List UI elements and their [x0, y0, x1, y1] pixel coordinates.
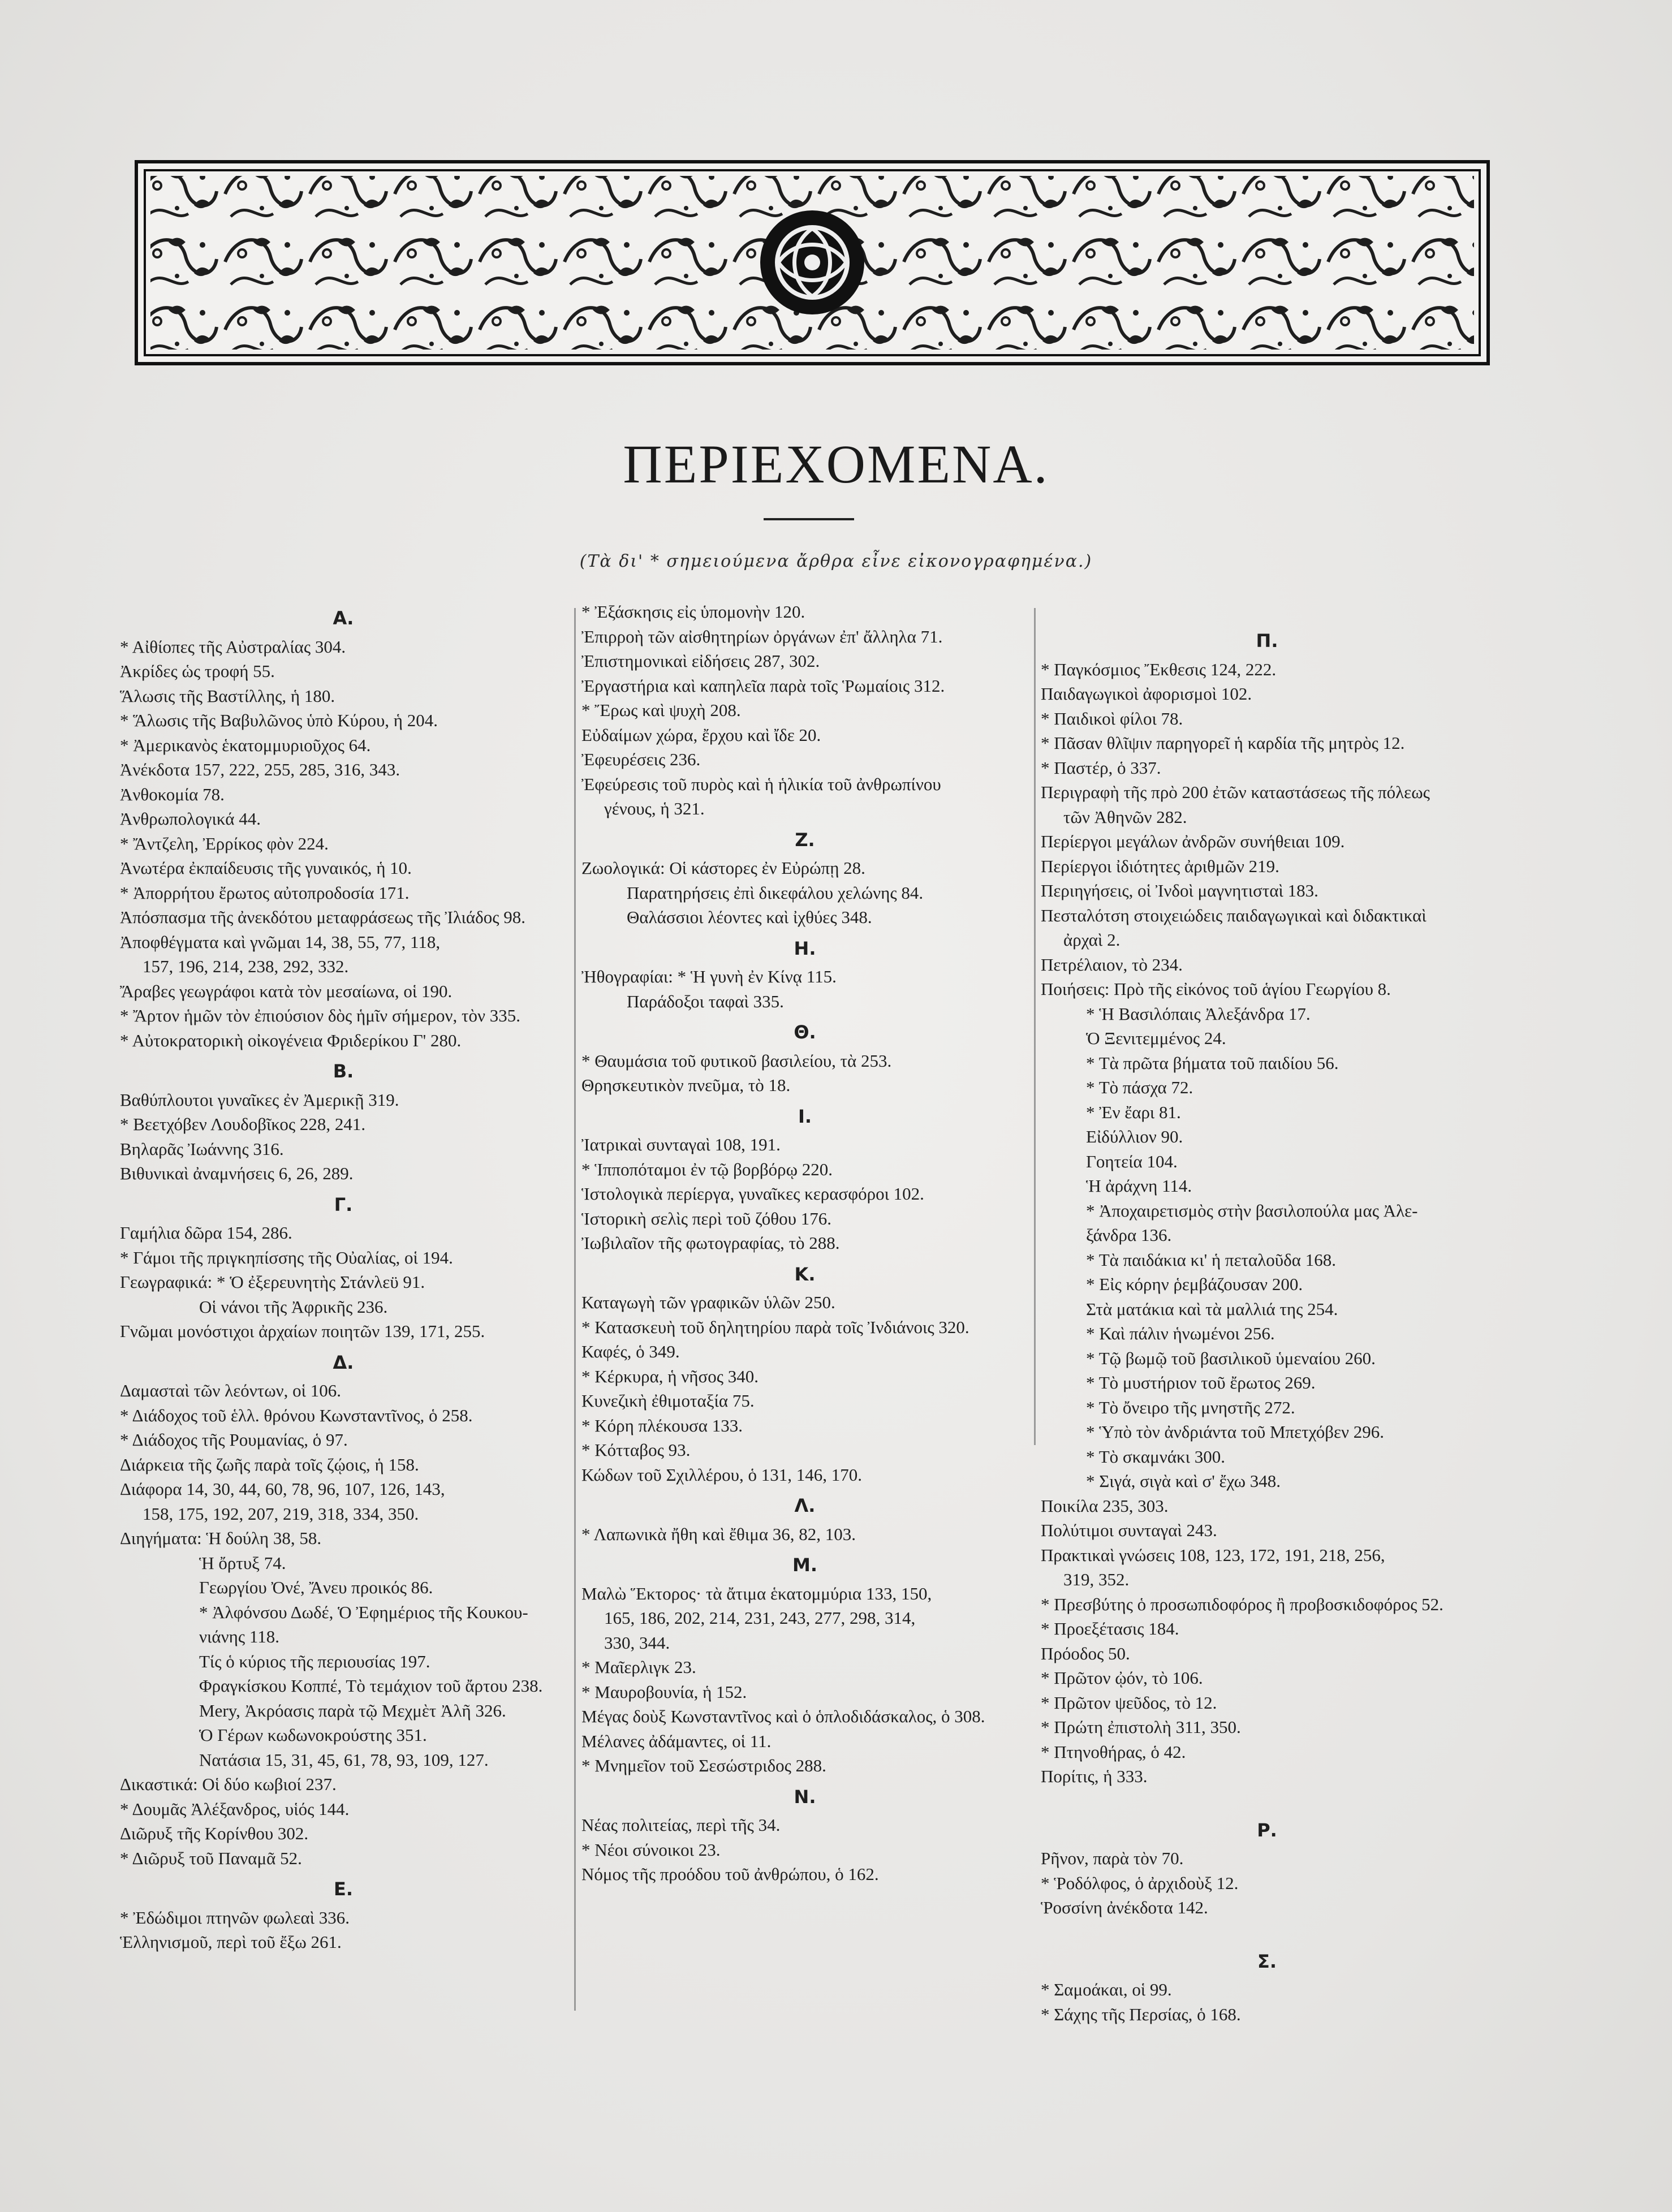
index-entry: 158, 175, 192, 207, 219, 318, 334, 350. — [143, 1503, 419, 1524]
page-subtitle: (Τὰ δι' * σημειούμενα ἄρθρα εἶνε εἰκονογραφημένα.) — [579, 551, 1093, 571]
index-entry: * Διάδοχος τῆς Ρουμανίας, ὁ 97. — [120, 1430, 348, 1450]
index-entry: * Ἀλφόνσου Δωδέ, Ὁ Ἐφημέριος τῆς Κουκου- — [199, 1602, 528, 1622]
index-entry: Εὐδαίμων χώρα, ἔρχου καὶ ἴδε 20. — [581, 725, 821, 745]
index-entry: Πεσταλότση στοιχειώδεις παιδαγωγικαὶ καὶ διδακτικαὶ — [1041, 905, 1427, 925]
index-entry: * Μαῖερλιγκ 23. — [581, 1657, 696, 1677]
index-entry: Περίεργοι ἰδιότητες ἀριθμῶν 219. — [1041, 856, 1279, 876]
index-entry: * Πρώτη ἐπιστολὴ 311, 350. — [1041, 1717, 1241, 1737]
index-entry: Πορίτις, ἡ 333. — [1041, 1766, 1148, 1786]
index-entry: Ἡ ἀράχνη 114. — [1086, 1176, 1192, 1196]
index-entry: Ποιήσεις: Πρὸ τῆς εἰκόνος τοῦ ἁγίου Γεωργίου 8. — [1041, 979, 1391, 999]
spacer — [1041, 600, 1493, 622]
index-entry: Περιγραφὴ τῆς πρὸ 200 ἐτῶν καταστάσεως τῆς πόλεως — [1041, 782, 1430, 802]
index-entry: Γαμήλια δῶρα 154, 286. — [120, 1223, 292, 1243]
index-entry: Παιδαγωγικοὶ ἀφορισμοὶ 102. — [1041, 684, 1252, 704]
index-entry: Πολύτιμοι συνταγαὶ 243. — [1041, 1520, 1217, 1540]
index-entry: * Ἀποχαιρετισμὸς στὴν βασιλοπούλα μας Ἀλε- — [1086, 1200, 1418, 1221]
index-entry: * Πτηνοθήρας, ὁ 42. — [1041, 1741, 1186, 1762]
section-letter: Κ. — [794, 1263, 816, 1285]
index-entry: Περιηγήσεις, οἱ Ἰνδοὶ μαγνητισταὶ 183. — [1041, 881, 1318, 900]
index-entry: Διάφορα 14, 30, 44, 60, 78, 96, 107, 126, 143, — [120, 1479, 445, 1499]
index-entry: Ρῆνον, παρὰ τὸν 70. — [1041, 1848, 1184, 1868]
index-entry: * Ἐν ἔαρι 81. — [1086, 1102, 1181, 1122]
section-letter: Μ. — [792, 1554, 817, 1576]
index-entry: 319, 352. — [1063, 1569, 1130, 1589]
index-entry: Ἡ ὄρτυξ 74. — [199, 1553, 286, 1573]
section-letter: Σ. — [1257, 1950, 1277, 1972]
index-entry: Ἀποφθέγματα καὶ γνῶμαι 14, 38, 55, 77, 118, — [120, 932, 441, 952]
section-letter: Γ. — [334, 1193, 353, 1215]
index-column-2 — [581, 600, 1028, 1887]
index-entry: * Κότταβος 93. — [581, 1440, 691, 1460]
index-entry: Ἀνέκδοτα 157, 222, 255, 285, 316, 343. — [120, 760, 400, 779]
index-entry: * Σιγά, σιγὰ καὶ σ' ἔχω 348. — [1086, 1471, 1281, 1491]
index-entry: Θαλάσσιοι λέοντες καὶ ἰχθύες 348. — [627, 907, 872, 927]
index-entry: * Ἡ Βασιλόπαις Ἀλεξάνδρα 17. — [1086, 1003, 1311, 1024]
index-entry: * Τὸ ὄνειρο τῆς μνηστῆς 272. — [1086, 1397, 1295, 1417]
section-letter: Α. — [333, 607, 354, 629]
index-entry: Ἐφεύρεσις τοῦ πυρὸς καὶ ἡ ἡλικία τοῦ ἀνθρωπίνου — [581, 774, 941, 794]
index-entry: τῶν Ἀθηνῶν 282. — [1063, 807, 1187, 827]
index-entry: Mery, Ἀκρόασις παρὰ τῷ Μεχμὲτ Ἀλῆ 326. — [199, 1700, 506, 1721]
index-entry: Ἀνθρωπολογικά 44. — [120, 809, 261, 829]
index-entry: * Νέοι σύνοικοι 23. — [581, 1839, 721, 1860]
index-entry: Γνῶμαι μονόστιχοι ἀρχαίων ποιητῶν 139, 171, 255. — [120, 1321, 485, 1341]
index-entry: Ἰωβιλαῖον τῆς φωτογραφίας, τὸ 288. — [581, 1233, 840, 1253]
index-entry: Ἀπόσπασμα τῆς ἀνεκδότου μεταφράσεως τῆς Ἰλιάδος 98. — [120, 907, 526, 927]
index-entry: νιάνης 118. — [199, 1627, 279, 1646]
index-entry: * Ἐξάσκησις εἰς ὑπομονὴν 120. — [581, 602, 805, 622]
index-entry: Πρακτικαὶ γνώσεις 108, 123, 172, 191, 218, 256, — [1041, 1545, 1385, 1565]
section-letter: Π. — [1256, 630, 1278, 652]
index-entry: Νόμος τῆς προόδου τοῦ ἀνθρώπου, ὁ 162. — [581, 1864, 879, 1884]
index-entry: ἀρχαὶ 2. — [1063, 930, 1121, 950]
index-entry: * Μαυροβουνία, ἡ 152. — [581, 1681, 747, 1702]
section-letter: Λ. — [794, 1495, 816, 1516]
index-entry: * Προεξέτασις 184. — [1041, 1619, 1179, 1638]
index-entry: Καφές, ὁ 349. — [581, 1342, 680, 1361]
index-entry: Ἠθογραφίαι: * Ἡ γυνὴ ἐν Κίνᾳ 115. — [581, 967, 837, 986]
index-entry: Θρησκευτικὸν πνεῦμα, τὸ 18. — [581, 1075, 791, 1095]
index-entry: γένους, ἡ 321. — [604, 799, 705, 818]
index-entry: 330, 344. — [604, 1632, 670, 1653]
index-entry: * Κόρη πλέκουσα 133. — [581, 1415, 743, 1435]
index-entry: Μαλὼ Ἕκτορος· τὰ ἄτιμα ἑκατομμύρια 133, 150, — [581, 1583, 932, 1603]
index-entry: Γεωγραφικά: * Ὁ ἐξερευνητὴς Στάνλεϋ 91. — [120, 1272, 425, 1292]
index-entry: Ὁ Γέρων κωδωνοκρούστης 351. — [199, 1725, 427, 1745]
index-entry: Ποικίλα 235, 303. — [1041, 1495, 1169, 1516]
index-entry: * Ἔρως καὶ ψυχὴ 208. — [581, 700, 741, 720]
index-entry: Νατάσια 15, 31, 45, 61, 78, 93, 109, 127. — [199, 1749, 489, 1770]
index-entry: * Εἰς κόρην ῥεμβάζουσαν 200. — [1086, 1274, 1303, 1294]
index-entry: * Θαυμάσια τοῦ φυτικοῦ βασιλείου, τὰ 253. — [581, 1050, 892, 1071]
index-entry: Ῥοσσίνη ἀνέκδοτα 142. — [1041, 1898, 1208, 1917]
decorative-header-banner — [135, 160, 1490, 365]
section-letter: Ν. — [794, 1786, 816, 1808]
index-entry: Φραγκίσκου Κοππέ, Τὸ τεμάχιον τοῦ ἄρτου 238. — [199, 1676, 543, 1696]
index-entry: * Γάμοι τῆς πριγκηπίσσης τῆς Οὐαλίας, οἱ 194. — [120, 1247, 453, 1267]
spacer — [1041, 1789, 1493, 1812]
section-letter: Ι. — [798, 1105, 812, 1127]
page-title: ΠΕΡΙΕΧΟΜΕΝΑ. — [623, 434, 1049, 494]
index-entry: Περίεργοι μεγάλων ἀνδρῶν συνήθειαι 109. — [1041, 831, 1345, 851]
index-entry: Ἀκρίδες ὡς τροφή 55. — [120, 661, 275, 681]
index-entry: * Πρῶτον ᾠόν, τὸ 106. — [1041, 1668, 1203, 1688]
title-rule — [764, 518, 854, 520]
index-entry: * Παιδικοὶ φίλοι 78. — [1041, 708, 1183, 728]
index-entry: * Διῶρυξ τοῦ Παναμᾶ 52. — [120, 1848, 302, 1868]
index-entry: Ἑλληνισμοῦ, περὶ τοῦ ἔξω 261. — [120, 1932, 342, 1952]
index-entry: * Μνημεῖον τοῦ Σεσώστριδος 288. — [581, 1756, 826, 1775]
index-entry: Πετρέλαιον, τὸ 234. — [1041, 954, 1183, 975]
index-entry: Ἄραβες γεωγράφοι κατὰ τὸν μεσαίωνα, οἱ 190. — [120, 981, 453, 1001]
index-entry: Ἱστολογικὰ περίεργα, γυναῖκες κερασφόροι 102. — [581, 1184, 924, 1204]
index-entry: Ζωολογικά: Οἱ κάστορες ἐν Εὐρώπῃ 28. — [581, 858, 865, 878]
index-entry: 165, 186, 202, 214, 231, 243, 277, 298, 314, — [604, 1608, 916, 1628]
index-entry: Βαθύπλουτοι γυναῖκες ἐν Ἀμερικῇ 319. — [120, 1089, 399, 1110]
index-entry: * Ἀμερικανὸς ἑκατομμυριοῦχος 64. — [120, 735, 371, 755]
index-entry: Παρατηρήσεις ἐπὶ δικεφάλου χελώνης 84. — [627, 882, 924, 903]
index-entry: * Διάδοχος τοῦ ἑλλ. θρόνου Κωνσταντῖνος, ὁ 258. — [120, 1405, 473, 1425]
index-entry: Ἐργαστήρια καὶ καπηλεῖα παρὰ τοῖς Ῥωμαίοις 312. — [581, 675, 945, 696]
index-entry: * Ἀπορρήτου ἔρωτος αὐτοπροδοσία 171. — [120, 882, 410, 903]
index-entry: * Ἄντζελη, Ἐρρίκος φὸν 224. — [120, 833, 329, 853]
index-entry: * Τὸ μυστήριον τοῦ ἔρωτος 269. — [1086, 1373, 1316, 1392]
section-letter: Η. — [794, 937, 816, 959]
index-entry: Ἐπιρροὴ τῶν αἰσθητηρίων ὀργάνων ἐπ' ἄλληλα 71. — [581, 626, 943, 646]
index-entry: * Τὸ σκαμνάκι 300. — [1086, 1446, 1226, 1467]
index-entry: Διηγήματα: Ἡ δούλη 38, 58. — [120, 1528, 322, 1548]
index-entry: Ἰατρικαὶ συνταγαὶ 108, 191. — [581, 1135, 781, 1154]
index-entry: * Ἅλωσις τῆς Βαβυλῶνος ὑπὸ Κύρου, ἡ 204. — [120, 710, 438, 730]
index-entry: * Καὶ πάλιν ἡνωμένοι 256. — [1086, 1323, 1275, 1343]
index-entry: * Τὰ πρῶτα βήματα τοῦ παιδίου 56. — [1086, 1053, 1339, 1073]
index-entry: Ἅλωσις τῆς Βαστίλλης, ἡ 180. — [120, 685, 335, 706]
index-entry: Κυνεζικὴ ἐθιμοταξία 75. — [581, 1391, 755, 1411]
index-entry: * Δουμᾶς Ἀλέξανδρος, υἱός 144. — [120, 1799, 350, 1819]
index-entry: Δαμασταὶ τῶν λεόντων, οἱ 106. — [120, 1381, 341, 1400]
index-entry: * Σάχης τῆς Περσίας, ὁ 168. — [1041, 2004, 1241, 2024]
index-entry: * Κατασκευὴ τοῦ δηλητηρίου παρὰ τοῖς Ἰνδιάνοις 320. — [581, 1317, 969, 1337]
section-letter: Β. — [333, 1060, 354, 1082]
index-entry: Τίς ὁ κύριος τῆς περιουσίας 197. — [199, 1651, 430, 1671]
index-entry: Παράδοξοι ταφαὶ 335. — [627, 991, 784, 1011]
index-entry: * Παστέρ, ὁ 337. — [1041, 757, 1161, 778]
index-entry: Διῶρυξ τῆς Κορίνθου 302. — [120, 1823, 309, 1843]
index-entry: * Ὑπὸ τὸν ἀνδριάντα τοῦ Μπετχόβεν 296. — [1086, 1422, 1385, 1442]
index-entry: 157, 196, 214, 238, 292, 332. — [143, 956, 349, 976]
column-divider-right — [1034, 608, 1036, 1445]
index-entry: Γεωργίου Ὀνέ, Ἄνευ προικός 86. — [199, 1577, 433, 1597]
section-letter: Ρ. — [1257, 1819, 1277, 1841]
section-letter: Ε. — [333, 1878, 353, 1900]
index-entry: Στὰ ματάκια καὶ τὰ μαλλιά της 254. — [1086, 1299, 1338, 1319]
index-entry: Καταγωγὴ τῶν γραφικῶν ὑλῶν 250. — [581, 1292, 835, 1312]
section-letter: Θ. — [794, 1021, 816, 1043]
index-entry: * Πρεσβύτης ὁ προσωπιδοφόρος ἢ προβοσκιδοφόρος 52. — [1041, 1594, 1443, 1614]
index-entry: Πρόοδος 50. — [1041, 1643, 1130, 1663]
index-entry: * Ἐδώδιμοι πτηνῶν φωλεαὶ 336. — [120, 1907, 350, 1928]
index-entry: Βιθυνικαὶ ἀναμνήσεις 6, 26, 289. — [120, 1163, 354, 1183]
index-entry: * Ἄρτον ἡμῶν τὸν ἐπιούσιον δὸς ἡμῖν σήμερον, τὸν 335. — [120, 1006, 520, 1025]
index-entry: Ἀνθοκομία 78. — [120, 784, 225, 804]
index-entry: * Βεετχόβεν Λουδοβῖκος 228, 241. — [120, 1114, 366, 1134]
index-entry: * Πρῶτον ψεῦδος, τὸ 12. — [1041, 1692, 1217, 1713]
spacer — [1041, 1920, 1493, 1943]
column-divider-left — [574, 608, 576, 2011]
index-entry: * Ῥοδόλφος, ὁ ἀρχιδοὺξ 12. — [1041, 1873, 1239, 1893]
index-entry: * Αὐτοκρατορικὴ οἰκογένεια Φριδερίκου Γ' 280. — [120, 1030, 462, 1050]
index-entry: * Αἰθίοπες τῆς Αὐστραλίας 304. — [120, 636, 346, 657]
index-entry: Μέλανες ἀδάμαντες, οἱ 11. — [581, 1731, 772, 1751]
index-entry: Εἰδύλλιον 90. — [1086, 1127, 1183, 1146]
index-entry: Ἐφευρέσεις 236. — [581, 749, 701, 769]
index-column-3 — [1041, 600, 1493, 2026]
index-entry: * Σαμοάκαι, οἱ 99. — [1041, 1980, 1172, 1999]
index-entry: * Τὸ πάσχα 72. — [1086, 1077, 1193, 1097]
index-entry: ξάνδρα 136. — [1086, 1225, 1172, 1245]
section-letter: Δ. — [333, 1351, 354, 1373]
index-entry: Ὁ Ξενιτεμμένος 24. — [1086, 1028, 1226, 1048]
index-entry: Ἐπιστημονικαὶ εἰδήσεις 287, 302. — [581, 651, 820, 671]
index-entry: Νέας πολιτείας, περὶ τῆς 34. — [581, 1815, 781, 1835]
index-entry: Ἱστορικὴ σελὶς περὶ τοῦ ζόθου 176. — [581, 1208, 831, 1228]
index-entry: Μέγας δοὺξ Κωνσταντῖνος καὶ ὁ ὁπλοδιδάσκαλος, ὁ 308. — [581, 1706, 985, 1726]
index-entry: Διάρκεια τῆς ζωῆς παρὰ τοῖς ζῴοις, ἡ 158. — [120, 1454, 419, 1474]
index-entry: * Ἱπποπόταμοι ἐν τῷ βορβόρῳ 220. — [581, 1159, 833, 1179]
index-entry: * Παγκόσμιος Ἔκθεσις 124, 222. — [1041, 659, 1277, 679]
section-letter: Ζ. — [795, 829, 815, 851]
index-entry: Βηλαρᾶς Ἰωάννης 316. — [120, 1139, 284, 1159]
index-entry: * Λαπωνικὰ ἤθη καὶ ἔθιμα 36, 82, 103. — [581, 1524, 856, 1544]
index-column-1 — [120, 600, 567, 1955]
index-entry: * Τὰ παιδάκια κι' ἡ πεταλοῦδα 168. — [1086, 1249, 1337, 1270]
index-entry: Γοητεία 104. — [1086, 1151, 1178, 1171]
index-entry: * Κέρκυρα, ἡ νῆσος 340. — [581, 1366, 759, 1386]
index-entry: Ἀνωτέρα ἐκπαίδευσις τῆς γυναικός, ἡ 10. — [120, 858, 412, 878]
index-entry: Οἱ νάνοι τῆς Ἀφρικῆς 236. — [199, 1296, 388, 1317]
index-entry: * Τῷ βωμῷ τοῦ βασιλικοῦ ὑμεναίου 260. — [1086, 1348, 1376, 1368]
index-entry: Κώδων τοῦ Σχιλλέρου, ὁ 131, 146, 170. — [581, 1464, 863, 1485]
index-entry: * Πᾶσαν θλῖψιν παρηγορεῖ ἡ καρδία τῆς μητρὸς 12. — [1041, 733, 1405, 753]
index-entry: Δικαστικά: Οἱ δύο κωβιοί 237. — [120, 1774, 337, 1794]
